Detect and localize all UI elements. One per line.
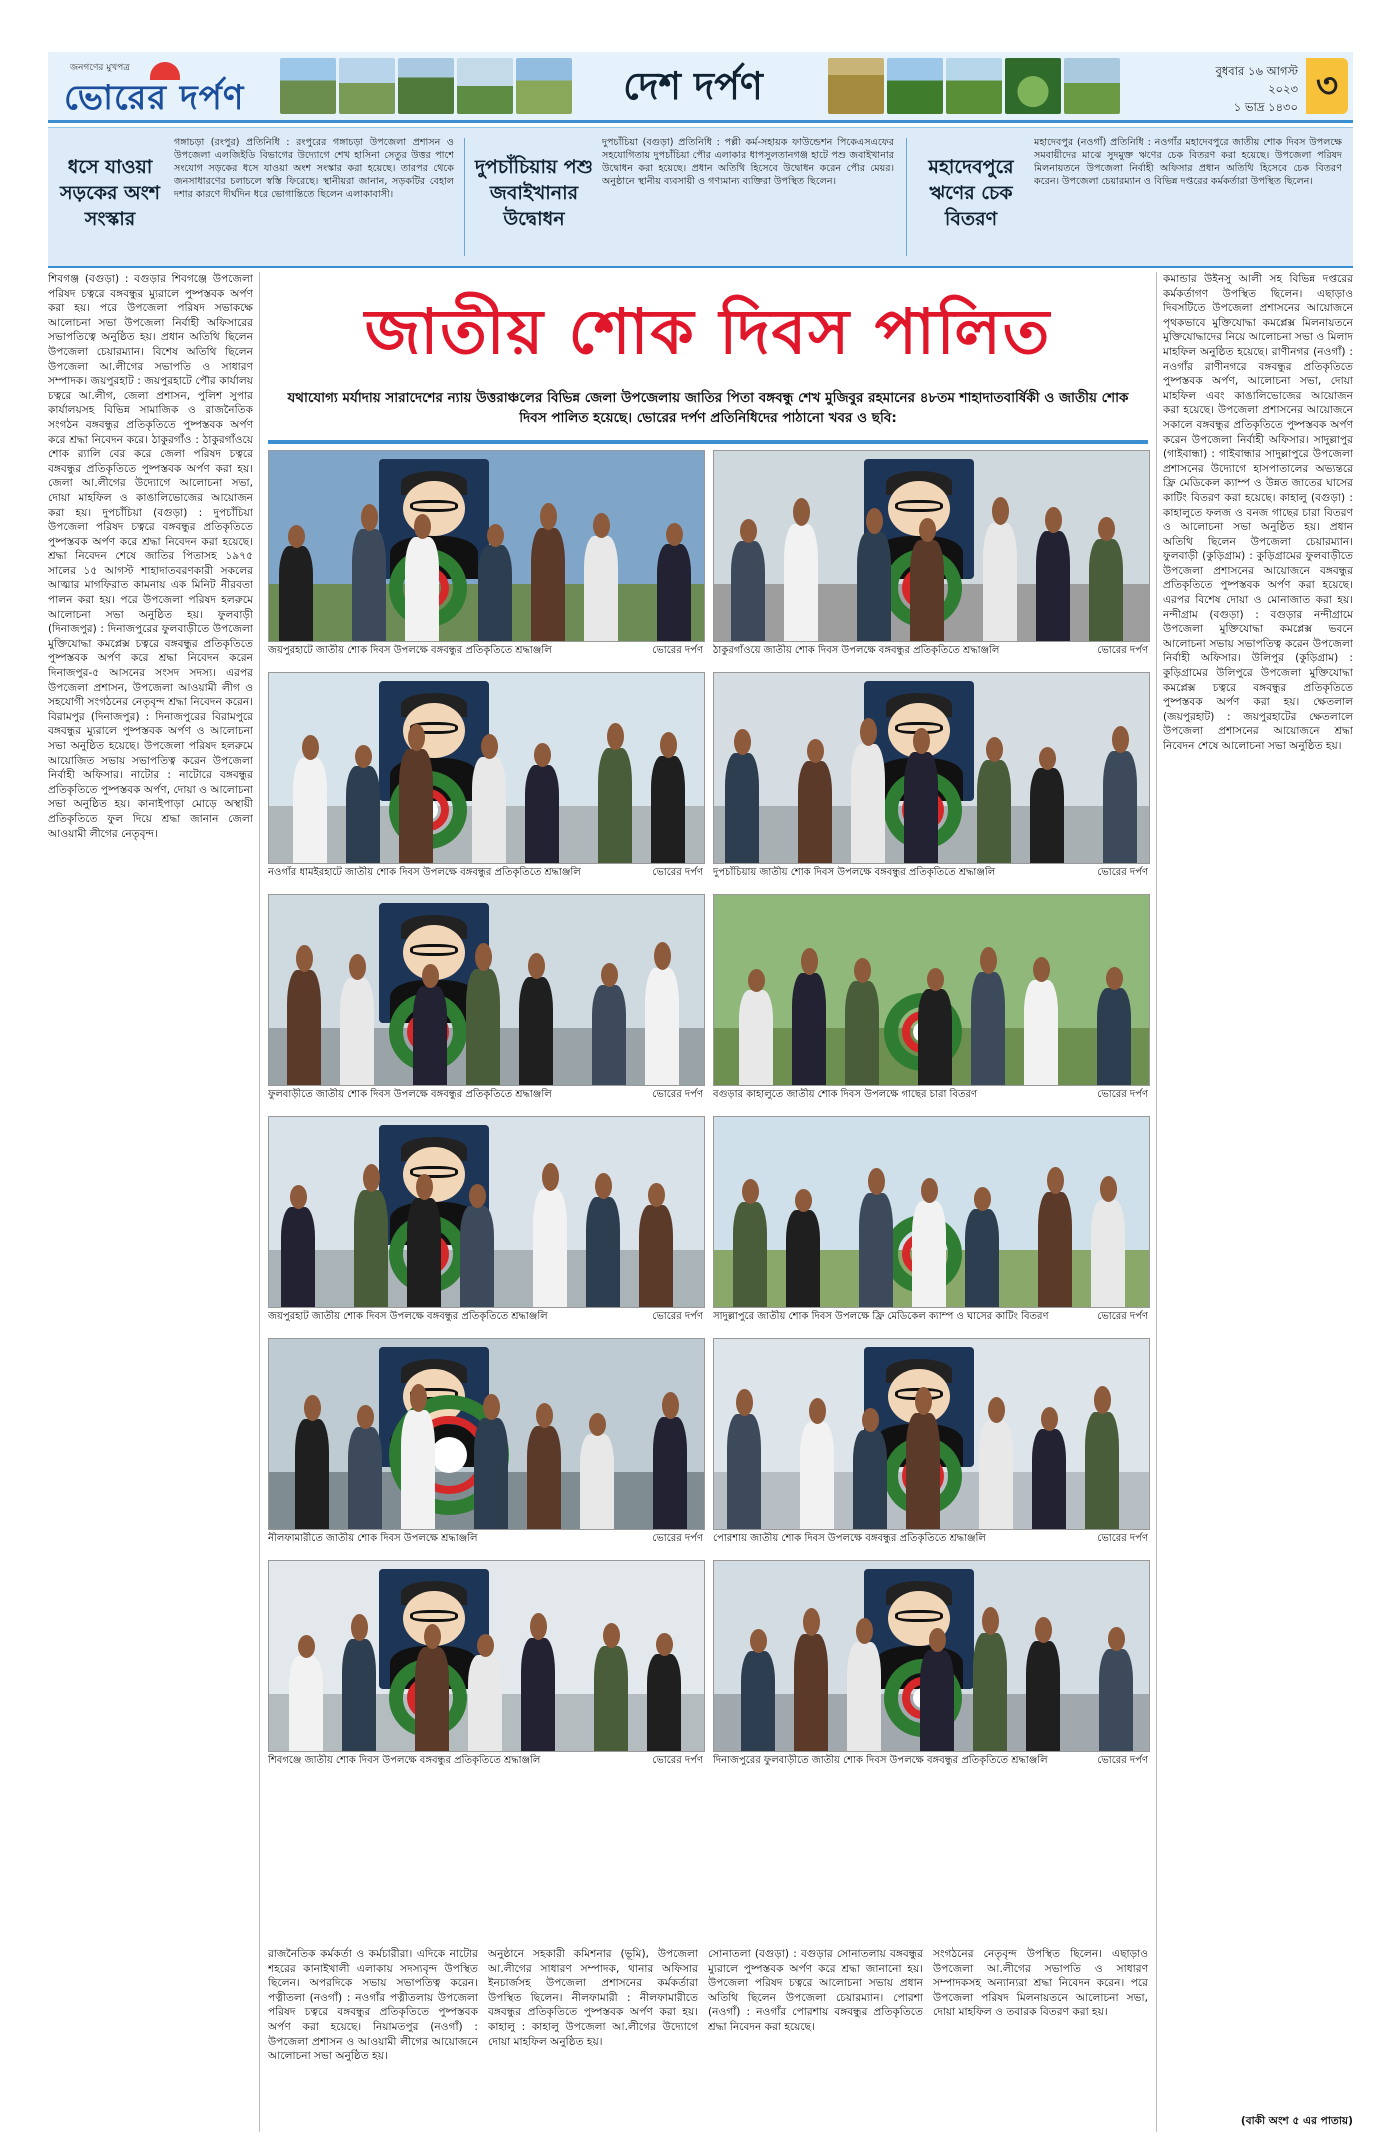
header-photo: [1005, 58, 1061, 114]
article-column-bottom-3: সোনাতলা (বগুড়া) : বগুড়ার সোনাতলায় বঙ্গবন্ধুর ম্যুরালে পুষ্পস্তবক অর্পণ করে শ্রদ্ধা জানানো হয়। উপজেলা পরিষদ চত্বরে আলোচনা সভায় প্রধান অতিথি ছিলেন উপজেলা চেয়ারম্যান। পোরশা (নওগাঁ) : নওগাঁর পোরশায় বঙ্গবন্ধুর প্রতিকৃতিতে শ্রদ্ধা নিবেদন করা হয়েছে।: [708, 1948, 923, 2033]
header-photo: [828, 58, 884, 114]
news-photo: [713, 1560, 1150, 1752]
person-figure: [1026, 1641, 1060, 1751]
person-head: [355, 745, 372, 768]
photo-credit: ভোরের দর্পণ: [1091, 1754, 1148, 1768]
person-figure: [413, 986, 447, 1085]
person-figure: [853, 1430, 887, 1529]
person-head: [361, 504, 378, 531]
person-head: [988, 1397, 1005, 1423]
person-figure: [531, 528, 565, 641]
brand-name: ভোরের দর্পণ: [64, 78, 245, 118]
photo-credit: ভোরের দর্পণ: [1091, 644, 1148, 658]
article-column-bottom-2: অনুষ্ঠানে সহকারী কমিশনার (ভূমি), উপজেলা আ.লীগের সাধারণ সম্পাদক, থানার অফিসার ইনচার্জসহ উপজেলা প্রশাসনের কর্মকর্তারা উপস্থিত ছিলেন। নীলফামারী : নীলফামারীতে বঙ্গবন্ধুর প্রতিকৃতিতে পুষ্পস্তবক অর্পণ করা হয়। কাহালু : কাহালু উপজেলা আ.লীগের উদ্যোগে দোয়া মাহফিল অনুষ্ঠিত হয়।: [488, 1948, 698, 2048]
photo-credit: ভোরের দর্পণ: [1091, 1310, 1148, 1324]
date-gregorian: বুধবার ১৬ আগস্ট ২০২৩: [1215, 64, 1298, 96]
person-head: [929, 1628, 946, 1652]
person-figure: [474, 1418, 508, 1529]
person-head: [866, 508, 883, 534]
person-head: [483, 1394, 500, 1421]
photo-credit: ভোরের দর্পণ: [646, 1310, 703, 1324]
news-photo: [268, 450, 705, 642]
header-photo: [887, 58, 943, 114]
photo-caption: [713, 1310, 1148, 1326]
person-head: [982, 1607, 999, 1635]
header-photo: [516, 58, 572, 114]
header-photo: [280, 58, 336, 114]
person-head: [809, 1398, 826, 1424]
photo-caption: [713, 1532, 1148, 1548]
person-figure: [468, 1655, 502, 1751]
person-figure: [653, 1417, 687, 1529]
photo-caption-text: দুপচাঁচিয়ায় জাতীয় শোক দিবস উপলক্ষে বঙ্গবন্ধুর প্রতিকৃতিতে শ্রদ্ধাঞ্জলি: [713, 867, 996, 878]
person-figure: [594, 1646, 628, 1751]
person-figure: [466, 969, 500, 1085]
brand-tagline: জনগণের মুখপত্র: [70, 63, 130, 73]
person-head: [410, 1384, 427, 1413]
person-figure: [651, 756, 685, 863]
person-figure: [1097, 988, 1131, 1085]
header-photo-strip-left: [280, 58, 572, 114]
person-head: [1039, 747, 1056, 770]
portrait-glasses: [410, 944, 458, 956]
photo-credit: ভোরের দর্পণ: [646, 1532, 703, 1546]
date-bangla: ১ ভাদ্র ১৪৩০: [1233, 100, 1298, 114]
photo-caption: [268, 644, 703, 660]
continued-note: (বাকী অংশ ৫ এর পাতায়): [1240, 2115, 1353, 2127]
person-figure: [918, 989, 952, 1085]
photo-caption: [268, 1532, 703, 1548]
person-figure: [348, 1427, 382, 1529]
person-head: [736, 1389, 753, 1417]
person-head: [288, 525, 305, 548]
person-figure: [859, 1193, 893, 1307]
person-figure: [1030, 768, 1064, 863]
news-photo: [713, 672, 1150, 864]
person-head: [750, 1629, 767, 1653]
news-photo: [268, 1116, 705, 1308]
person-figure: [279, 546, 313, 641]
person-head: [408, 724, 425, 751]
photo-caption-text: জয়পুরহাটে জাতীয় শোক দিবস উপলক্ষে বঙ্গবন্ধুর প্রতিকৃতিতে শ্রদ্ধাঞ্জলি: [268, 645, 552, 656]
header-photo: [1064, 58, 1120, 114]
news-photo: [713, 450, 1150, 642]
person-figure: [1103, 751, 1137, 863]
person-figure: [979, 1421, 1013, 1529]
portrait-glasses: [410, 1166, 458, 1178]
person-head: [1100, 1176, 1117, 1202]
person-figure: [733, 1202, 767, 1307]
photo-caption-text: বগুড়ার কাহালুতে জাতীয় শোক দিবস উপলক্ষে গাছের চারা বিতরণ: [713, 1089, 978, 1100]
person-figure: [977, 760, 1011, 863]
photo-caption: [268, 1310, 703, 1326]
person-head: [296, 945, 313, 973]
person-figure: [857, 532, 891, 641]
person-figure: [460, 1206, 494, 1307]
person-figure: [798, 761, 832, 863]
person-head: [1047, 1167, 1064, 1195]
person-head: [974, 1187, 991, 1211]
person-head: [422, 964, 439, 988]
person-head: [593, 513, 610, 538]
person-figure: [1089, 539, 1123, 641]
person-figure: [647, 1654, 681, 1751]
person-head: [1035, 1617, 1052, 1643]
strip-story-text: গঙ্গাচড়া (রংপুর) প্রতিনিধি : রংপুরের গঙ্গাচড়া উপজেলা প্রশাসন ও উপজেলা এলজিইডি বিভাগের উদ্যোগে শেখ হাসিনা সেতুর উত্তর পাশে সংযোগ সড়কের ধসে যাওয়া অংশ সংস্কার করা হয়েছে। তারপর থেকে জনসাধারণের চলাচলে স্বস্তি ফিরেছে। স্থানীয়রা জানান, সড়কটির বেহাল দশার কারণে দীর্ঘদিন ধরে ভোগান্তিতে ছিলেন এলাকাবাসী।: [174, 137, 454, 200]
person-head: [656, 1633, 673, 1656]
person-head: [1106, 967, 1123, 990]
person-figure: [794, 1634, 828, 1751]
person-head: [607, 723, 624, 751]
person-head: [1112, 726, 1129, 753]
person-figure: [847, 1642, 881, 1751]
person-head: [986, 737, 1003, 762]
person-head: [915, 1387, 932, 1415]
news-photo: [268, 1560, 705, 1752]
header-photo: [946, 58, 1002, 114]
person-figure: [401, 1410, 435, 1529]
person-head: [469, 1184, 486, 1208]
person-figure: [519, 977, 553, 1085]
person-figure: [405, 537, 439, 641]
person-head: [534, 743, 551, 767]
person-head: [992, 497, 1009, 525]
strip-story-text: মহাদেবপুর (নওগাঁ) প্রতিনিধি : নওগাঁর মহাদেবপুরে জাতীয় শোক দিবস উপলক্ষে সমবায়ীদের মাঝে সুদমুক্ত ঋণের চেক বিতরণ করা হয়েছে। উপজেলা পরিষদ মিলনায়তনে উপজেলা নির্বাহী অফিসার প্রধান অতিথি হিসেবে চেক বিতরণ করেন। উপজেলা চেয়ারম্যান ও বিভিন্ন দপ্তরের কর্মকর্তারা উপস্থিত ছিলেন।: [1034, 137, 1342, 187]
person-figure: [352, 529, 386, 641]
article-column-bottom-1: রাজনৈতিক কর্মকর্তা ও কর্মচারীরা। এদিকে নাটোর শহরের কানাইখালী এলাকায় সদস্যবৃন্দ উপস্থিত ছিলেন। অপরদিকে সভায় সভাপতিত্ব করেন। পত্নীতলা (নওগাঁ) : নওগাঁর পত্নীতলায় উপজেলা পরিষদ চত্বরে বঙ্গবন্ধুর প্রতিকৃতিতে পুষ্পস্তবক অর্পণ করা হয়েছে। নিয়ামতপুর (নওগাঁ) : উপজেলা প্রশাসন ও আওয়ামী লীগের আয়োজনে আলোচনা সভা অনুষ্ঠিত হয়।: [268, 1948, 478, 2063]
headline-subtitle: যথাযোগ্য মর্যাদায় সারাদেশের ন্যায় উত্তরাঞ্চলের বিভিন্ন জেলা উপজেলায় জাতির পিতা বঙ্গবন্ধু শেখ মুজিবুর রহমানের ৪৮তম শাহাদাতবার্ষিকী ও জাতীয় শোক দিবস পালিত হয়েছে। ভোরের দর্পণ প্রতিনিধিদের পাঠানো খবর ও ছবি:: [287, 390, 1129, 426]
person-head: [648, 1183, 665, 1207]
person-figure: [1038, 1192, 1072, 1307]
person-figure: [645, 968, 679, 1085]
person-head: [1041, 1407, 1058, 1431]
person-head: [862, 1408, 879, 1432]
header-photo: [398, 58, 454, 114]
person-figure: [845, 981, 879, 1085]
person-figure: [527, 1426, 561, 1529]
person-figure: [725, 753, 759, 863]
photo-caption: [713, 1754, 1148, 1770]
strip-story: [912, 134, 1348, 260]
page-number: ৩: [1306, 58, 1348, 114]
person-figure: [920, 1650, 954, 1751]
person-figure: [657, 544, 691, 641]
person-figure: [973, 1633, 1007, 1751]
headline-rule: [268, 440, 1148, 444]
person-head: [536, 1403, 553, 1428]
photo-caption-text: সাদুল্লাপুরে জাতীয় শোক দিবস উপলক্ষে ফ্রি মেডিকেল ক্যাম্প ও ঘাসের কাটিং বিতরণ: [713, 1311, 1049, 1322]
person-head: [349, 954, 366, 980]
person-head: [795, 1189, 812, 1212]
person-figure: [639, 1205, 673, 1307]
photo-caption: [268, 1088, 703, 1104]
person-head: [542, 1163, 559, 1191]
person-figure: [287, 970, 321, 1085]
person-figure: [584, 536, 618, 641]
person-head: [860, 718, 877, 747]
news-photo: [713, 1116, 1150, 1308]
column-divider: [259, 272, 260, 2132]
person-head: [363, 1164, 380, 1192]
person-figure: [731, 541, 765, 641]
person-figure: [533, 1189, 567, 1307]
person-head: [589, 1413, 606, 1436]
masthead: [48, 52, 1353, 123]
person-head: [801, 948, 818, 975]
header-photo-strip-right: [828, 58, 1120, 114]
person-figure: [354, 1190, 388, 1307]
person-figure: [472, 757, 506, 863]
person-head: [803, 1608, 820, 1636]
person-figure: [983, 523, 1017, 641]
photo-credit: ভোরের দর্পণ: [1091, 1088, 1148, 1102]
person-figure: [912, 1201, 946, 1307]
photo-caption: [713, 1088, 1148, 1104]
person-head: [414, 514, 431, 539]
person-figure: [521, 1638, 555, 1751]
person-figure: [786, 1210, 820, 1307]
news-photo: [713, 894, 1150, 1086]
person-figure: [739, 990, 773, 1085]
strip-divider: [464, 138, 465, 256]
issue-date: [1188, 62, 1298, 114]
person-head: [742, 1179, 759, 1204]
strip-story: [470, 134, 900, 260]
photo-caption: [713, 866, 1148, 882]
person-figure: [727, 1414, 761, 1529]
person-head: [290, 1185, 307, 1209]
person-head: [793, 498, 810, 526]
person-head: [980, 947, 997, 974]
news-photo: [268, 894, 705, 1086]
person-figure: [281, 1207, 315, 1307]
person-figure: [904, 752, 938, 863]
column-divider: [1156, 272, 1157, 2132]
person-head: [475, 943, 492, 971]
person-head: [734, 729, 751, 755]
person-head: [1098, 517, 1115, 541]
person-figure: [965, 1209, 999, 1307]
photo-caption-text: দিনাজপুরের ফুলবাড়ীতে জাতীয় শোক দিবস উপলক্ষে বঙ্গবন্ধুর প্রতিকৃতিতে শ্রদ্ধাঞ্জলি: [713, 1755, 1048, 1766]
person-head: [662, 1392, 679, 1419]
article-column-right: কমান্ডার উইনসু আলী সহ বিভিন্ন দপ্তরের কর্মকর্তাগণ উপস্থিত ছিলেন। এছাড়াও দিবসটিতে উপজেলা প্রশাসনের আয়োজনে পৃথকভাবে মুক্তিযোদ্ধা কমপ্লেক্স মিলনায়তনে মুক্তিযোদ্ধাদের নিয়ে আলোচনা সভা ও মিলাদ মাহফিল অনুষ্ঠিত হয়েছে। রাণীনগর (নওগাঁ) : নওগাঁর রাণীনগরে বঙ্গবন্ধুর প্রতিকৃতিতে পুষ্পস্তবক অর্পণ, আলোচনা সভা, দোয়া মাহফিল এবং কাঙালিভোজের আয়োজন করা হয়েছে। উপজেলা প্রশাসনের আয়োজনে সকালে বঙ্গবন্ধুর প্রতিকৃতিতে পুষ্পস্তবক অর্পণ করেন উপজেলা নির্বাহী অফিসার। সাদুল্লাপুর (গাইবান্ধা) : গাইবান্ধার সাদুল্লাপুরে উপজেলা প্রশাসনের উদ্যোগে হাসপাতালের অভ্যন্তরে ফ্রি মেডিকেল ক্যাম্প ও উন্নত জাতের ঘাসের কাটিং বিতরণ করা হয়েছে। কাহালু (বগুড়া) : কাহালুতে ফলজ ও বনজ গাছের চারা বিতরণ ও আলোচনা সভা অনুষ্ঠিত হয়। প্রধান অতিথি ছিলেন উপজেলা চেয়ারম্যান। ফুলবাড়ী (কুড়িগ্রাম) : কুড়িগ্রামের ফুলবাড়ীতে উপজেলা প্রশাসনের আয়োজনে বঙ্গবন্ধুর প্রতিকৃতিতে পুষ্পস্তবক অর্পণ করা হয়েছে। এরপর বিশেষ দোয়া ও মোনাজাত করা হয়। নন্দীগ্রাম (বগুড়া) : বগুড়ার নন্দীগ্রামে উপজেলা মুক্তিযোদ্ধা কমপ্লেক্স ভবনে আলোচনা সভায় সভাপতিত্ব করেন উপজেলা নির্বাহী অফিসার। উলিপুর (কুড়িগ্রাম) : কুড়িগ্রামের উলিপুরে উপজেলা মুক্তিযোদ্ধা কমপ্লেক্স চত্বরে বঙ্গবন্ধুর প্রতিকৃতিতে পুষ্পস্তবক অর্পণ করা হয়। ক্ষেতলাল (জয়পুরহাট) : জয়পুরহাটের ক্ষেতলালে উপজেলা প্রশাসনের আয়োজনে শ্রদ্ধা নিবেদন শেষে আলোচনা সভা অনুষ্ঠিত হয়।: [1163, 273, 1353, 752]
person-figure: [415, 1647, 449, 1751]
person-head: [487, 524, 504, 547]
portrait-glasses: [895, 1610, 943, 1622]
strip-story-text: দুপচাঁচিয়া (বগুড়া) প্রতিনিধি : পল্লী কর্ম-সহায়ক ফাউন্ডেশন পিকেএসএফের সহযোগিতায় দুপচাঁচিয়া পৌর এলাকার ধাপসুলতানগঞ্জ হাটে পশু জবাইখানার উদ্বোধন করা হয়েছে। প্রধান অতিথি হিসেবে উদ্বোধন করেন পৌর মেয়র। অনুষ্ঠানে স্থানীয় ব্যবসায়ী ও গণ্যমান্য ব্যক্তিরা উপস্থিত ছিলেন।: [602, 137, 894, 187]
strip-story-heading: দুপচাঁচিয়ায় পশু জবাইখানার উদ্বোধন: [474, 156, 594, 230]
person-figure: [1024, 980, 1058, 1085]
person-head: [304, 1395, 321, 1421]
person-figure: [340, 978, 374, 1085]
person-head: [530, 1613, 547, 1640]
photo-credit: ভোরের দর্পণ: [646, 1088, 703, 1102]
person-figure: [289, 1656, 323, 1751]
photo-credit: ভোরের দর্পণ: [1091, 1532, 1148, 1546]
person-head: [528, 953, 545, 979]
person-head: [868, 1168, 885, 1195]
person-head: [660, 732, 677, 758]
main-headline: জাতীয় শোক দিবস পালিত: [364, 295, 1052, 368]
photo-caption-text: নওগাঁর ধামইরহাটে জাতীয় শোক দিবস উপলক্ষে বঙ্গবন্ধুর প্রতিকৃতিতে শ্রদ্ধাঞ্জলি: [268, 867, 581, 878]
photo-caption: [268, 866, 703, 882]
photo-caption-text: জয়পুরহাট জাতীয় শোক দিবস উপলক্ষে বঙ্গবন্ধুর প্রতিকৃতিতে শ্রদ্ধাঞ্জলি: [268, 1311, 548, 1322]
person-head: [595, 1173, 612, 1199]
person-figure: [1091, 1200, 1125, 1307]
news-photo: [268, 1338, 705, 1530]
person-head: [856, 1618, 873, 1644]
person-head: [302, 735, 319, 760]
person-head: [666, 523, 683, 546]
person-figure: [592, 985, 626, 1085]
person-head: [807, 739, 824, 763]
person-figure: [342, 1639, 376, 1751]
person-head: [540, 503, 557, 530]
person-figure: [1036, 531, 1070, 641]
person-head: [1094, 1386, 1111, 1414]
person-figure: [800, 1422, 834, 1529]
photo-credit: ভোরের দর্পণ: [646, 866, 703, 880]
person-figure: [407, 1198, 441, 1307]
person-figure: [1099, 1649, 1133, 1751]
person-figure: [784, 524, 818, 641]
person-figure: [478, 545, 512, 641]
person-head: [357, 1405, 374, 1429]
header-photo: [457, 58, 513, 114]
person-head: [416, 1174, 433, 1200]
person-head: [481, 734, 498, 759]
person-figure: [586, 1197, 620, 1307]
person-head: [1108, 1627, 1125, 1651]
person-figure: [598, 748, 632, 863]
person-figure: [295, 1419, 329, 1529]
strip-divider: [906, 138, 907, 256]
photo-credit: ভোরের দর্পণ: [1091, 866, 1148, 880]
portrait-glasses: [895, 500, 943, 512]
portrait-glasses: [410, 1610, 458, 1622]
newspaper-page: [48, 52, 1353, 2137]
person-figure: [580, 1434, 614, 1529]
photo-caption-text: ঠাকুরগাঁওয়ে জাতীয় শোক দিবস উপলক্ষে বঙ্গবন্ধুর প্রতিকৃতিতে শ্রদ্ধাঞ্জলি: [713, 645, 1000, 656]
person-figure: [971, 972, 1005, 1085]
person-figure: [399, 749, 433, 863]
news-strip: [48, 127, 1353, 268]
person-head: [1045, 507, 1062, 533]
person-figure: [851, 744, 885, 863]
person-head: [740, 519, 757, 543]
person-figure: [346, 766, 380, 863]
photo-caption-text: পোরশায় জাতীয় শোক দিবস উপলক্ষে বঙ্গবন্ধুর প্রতিকৃতিতে শ্রদ্ধাঞ্জলি: [713, 1533, 986, 1544]
strip-story-heading: মহাদেবপুরে ঋণের চেক বিতরণ: [928, 156, 1014, 230]
person-figure: [792, 973, 826, 1085]
person-figure: [910, 540, 944, 641]
strip-story: [48, 134, 458, 260]
person-figure: [1085, 1412, 1119, 1529]
person-figure: [293, 758, 327, 863]
person-head: [927, 968, 944, 991]
person-head: [603, 1623, 620, 1648]
person-head: [748, 969, 765, 992]
photo-credit: ভোরের দর্পণ: [646, 1754, 703, 1768]
person-head: [1033, 957, 1050, 982]
person-figure: [1032, 1429, 1066, 1529]
article-column-bottom-4: সংগঠনের নেতৃবৃন্দ উপস্থিত ছিলেন। এছাড়াও উপজেলা আ.লীগের সভাপতি ও সাধারণ সম্পাদকসহ অন্যান্যরা শ্রদ্ধা নিবেদন করেন। পরে উপজেলা পরিষদ মিলনায়তনে আলোচনা সভা, দোয়া মাহফিল ও তবারক বিতরণ করা হয়।: [933, 1948, 1148, 2019]
photo-credit: ভোরের দর্পণ: [646, 644, 703, 658]
person-head: [854, 958, 871, 983]
person-figure: [525, 765, 559, 863]
person-head: [601, 963, 618, 987]
portrait-glasses: [410, 500, 458, 512]
wreath-center: [431, 1437, 468, 1474]
person-head: [351, 1614, 368, 1641]
photo-caption: [713, 644, 1148, 660]
section-title: দেশ দর্পণ: [623, 64, 763, 108]
person-figure: [906, 1413, 940, 1529]
person-head: [913, 728, 930, 755]
person-figure: [741, 1651, 775, 1751]
person-head: [424, 1624, 441, 1649]
brand-logo: [54, 58, 269, 118]
photo-caption: [268, 1754, 703, 1770]
header-photo: [339, 58, 395, 114]
news-photo: [268, 672, 705, 864]
person-head: [919, 518, 936, 542]
photo-caption-text: ফুলবাড়ীতে জাতীয় শোক দিবস উপলক্ষে বঙ্গবন্ধুর প্রতিকৃতিতে শ্রদ্ধাঞ্জলি: [268, 1089, 552, 1100]
photo-caption-text: শিবগঞ্জে জাতীয় শোক দিবস উপলক্ষে বঙ্গবন্ধুর প্রতিকৃতিতে শ্রদ্ধাঞ্জলি: [268, 1755, 541, 1766]
person-head: [921, 1178, 938, 1203]
news-photo: [713, 1338, 1150, 1530]
person-head: [654, 942, 671, 970]
article-column-left: শিবগঞ্জ (বগুড়া) : বগুড়ার শিবগঞ্জে উপজেলা পরিষদ চত্বরে বঙ্গবন্ধুর ম্যুরালে পুষ্পস্তবক অর্পণ করা হয়। পরে উপজেলা পরিষদ সভাকক্ষে আলোচনা সভা উপজেলা নির্বাহী অফিসারের সভাপতিত্বে অনুষ্ঠিত হয়। প্রধান অতিথি ছিলেন উপজেলা চেয়ারম্যান। বিশেষ অতিথি ছিলেন উপজেলা আ.লীগের সভাপতি ও সাধারণ সম্পাদক। জয়পুরহাট : জয়পুরহাটে পৌর কার্যালয় চত্বরে আ.লীগ, জেলা প্রশাসন, পুলিশ সুপার কার্যালয়সহ বিভিন্ন সামাজিক ও রাজনৈতিক সংগঠন বঙ্গবন্ধুর প্রতিকৃতিতে পুষ্পস্তবক অর্পণ করে শ্রদ্ধা নিবেদন করে। ঠাকুরগাঁও : ঠাকুরগাঁওয়ে শোক র‍্যালি বের করে জেলা পরিষদ চত্বরে বঙ্গবন্ধুর প্রতিকৃতিতে পুষ্পস্তবক অর্পণ করা হয়। জেলা আ.লীগের উদ্যোগে আলোচনা সভা, দোয়া মাহফিল ও কাঙালিভোজের আয়োজন করা হয়। দুপচাঁচিয়া (বগুড়া) : দুপচাঁচিয়া উপজেলা পরিষদ চত্বরে বঙ্গবন্ধুর প্রতিকৃতিতে পুষ্পস্তবক অর্পণ করে শ্রদ্ধা নিবেদন করা হয়েছে। শ্রদ্ধা নিবেদন শেষে জাতির পিতাসহ ১৯৭৫ সালের ১৫ আগস্ট শাহাদাতবরণকারী সকলের আত্মার মাগফিরাত কামনায় এক মিনিট নীরবতা পালন করা হয়। পরে উপজেলা পরিষদ হলরুমে আলোচনা সভা অনুষ্ঠিত হয়। ফুলবাড়ী (দিনাজপুর) : দিনাজপুরের ফুলবাড়ীতে উপজেলা মুক্তিযোদ্ধা কমপ্লেক্স চত্বরে বঙ্গবন্ধুর প্রতিকৃতিতে পুষ্পস্তবক অর্পণ করে শ্রদ্ধা নিবেদন করেন দিনাজপুর-৫ আসনের সংসদ সদস্য। এরপর উপজেলা প্রশাসন, উপজেলা আওয়ামী লীগ ও সহযোগী সংগঠনের নেতৃবৃন্দ শ্রদ্ধা নিবেদন করেন। বিরামপুর (দিনাজপুর) : দিনাজপুরের বিরামপুরে বঙ্গবন্ধুর ম্যুরালে পুষ্পস্তবক অর্পণ ও আলোচনা সভা অনুষ্ঠিত হয়েছে। উপজেলা পরিষদ হলরুমে আয়োজিত সভায় সভাপতিত্ব করেন উপজেলা নির্বাহী অফিসার। নাটোর : নাটোরে বঙ্গবন্ধুর প্রতিকৃতিতে পুষ্পস্তবক অর্পণ, দোয়া ও আলোচনা সভা অনুষ্ঠিত হয়। কানাইপাড়া মোড়ে অস্থায়ী প্রতিকৃতিতে ফুল দিয়ে শ্রদ্ধা জানান জেলা আওয়ামী লীগের নেতৃবৃন্দ।: [48, 273, 253, 840]
strip-story-heading: ধসে যাওয়া সড়কের অংশ সংস্কার: [60, 156, 160, 230]
person-head: [298, 1635, 315, 1658]
person-head: [477, 1634, 494, 1657]
photo-caption-text: নীলফামারীতে জাতীয় শোক দিবস উপলক্ষে শ্রদ্ধাঞ্জলি: [268, 1533, 478, 1544]
